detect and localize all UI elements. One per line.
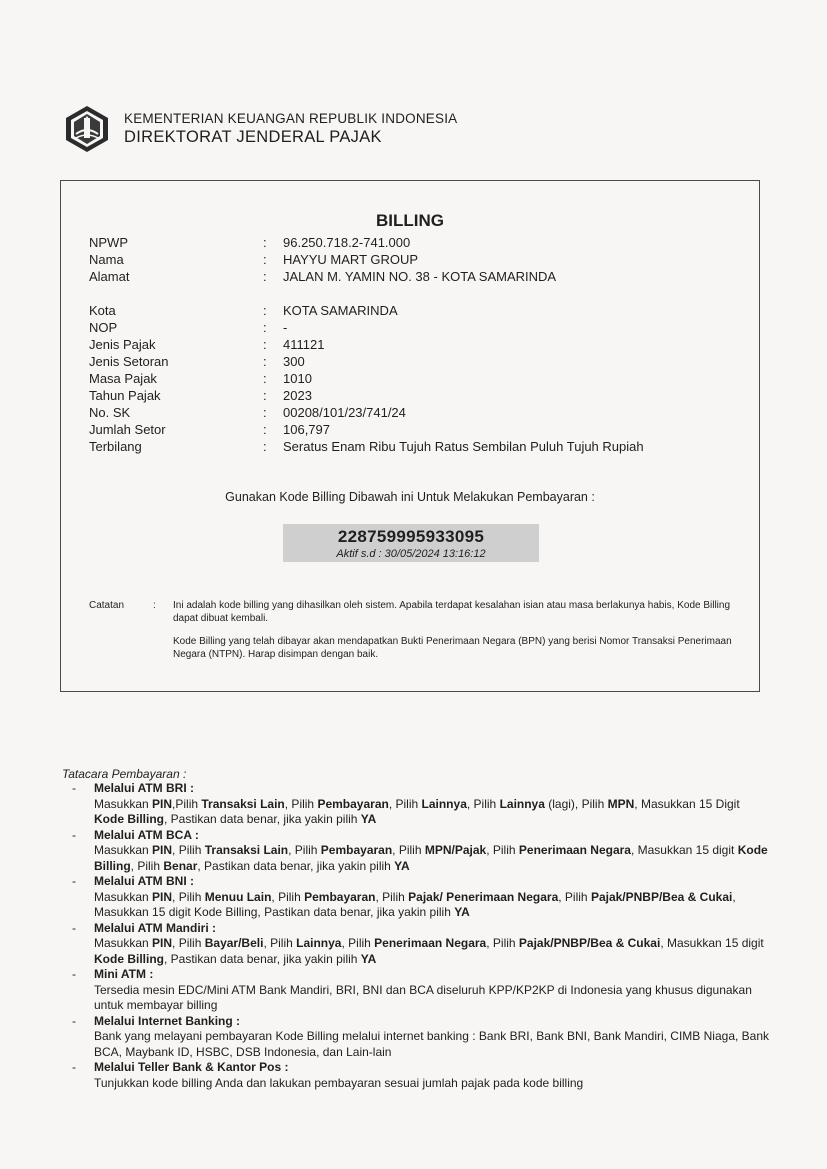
field-value: 2023 [283, 388, 312, 403]
bullet-dash: - [72, 1013, 76, 1028]
bullet-dash: - [72, 920, 76, 935]
field-alamat [89, 268, 644, 285]
ministry-emblem-icon [62, 104, 112, 154]
method-title: Melalui ATM BRI : [94, 781, 194, 795]
field-label: Jenis Pajak [89, 337, 156, 352]
field-jenis-pajak [89, 336, 644, 353]
field-separator: : [263, 405, 267, 420]
list-item [72, 921, 772, 968]
method-title: Melalui Internet Banking : [94, 1013, 241, 1028]
field-separator: : [263, 439, 267, 454]
notes-separator: : [153, 600, 156, 611]
field-npwp [89, 234, 644, 251]
field-label: Tahun Pajak [89, 388, 161, 403]
method-desc: Masukkan PIN, Pilih Menuu Lain, Pilih Pembayaran, Pilih Pajak/ Penerimaan Negara, Pilih Pajak/PNBP/Bea & Cukai, Masukkan 15 digit Kode Billing, Pastikan data benar, jika yakin pilih YA [94, 889, 736, 919]
field-label: Nama [89, 252, 124, 267]
list-item [72, 828, 772, 875]
method-title: Melalui Teller Bank & Kantor Pos : [94, 1060, 289, 1074]
field-separator: : [263, 235, 267, 250]
field-separator: : [263, 252, 267, 267]
field-value: 106,797 [283, 422, 330, 437]
field-separator: : [263, 303, 267, 318]
field-value: 96.250.718.2-741.000 [283, 235, 411, 250]
ministry-name: KEMENTERIAN KEUANGAN REPUBLIK INDONESIA [124, 111, 458, 126]
field-masa-pajak [89, 370, 644, 387]
field-label: No. SK [89, 405, 131, 420]
method-desc: Masukkan PIN, Pilih Transaksi Lain, Pilih Pembayaran, Pilih MPN/Pajak, Pilih Penerimaan Negara, Masukkan 15 digit Kode Billing, Pilih Benar, Pastikan data benar, jika yakin pilih YA [94, 843, 768, 873]
notes-section [89, 599, 733, 661]
field-separator: : [263, 388, 267, 403]
field-value: - [283, 320, 288, 335]
bullet-dash: - [72, 1060, 76, 1074]
field-value: JALAN M. YAMIN NO. 38 - KOTA SAMARINDA [283, 269, 557, 284]
field-tahun-pajak [89, 387, 644, 404]
field-label: NOP [89, 320, 118, 335]
bullet-dash: - [72, 781, 76, 795]
billing-title: BILLING [376, 211, 444, 230]
field-nop [89, 319, 644, 336]
field-no-sk [89, 404, 644, 421]
payment-heading: Tatacara Pembayaran : [62, 767, 187, 781]
field-value: KOTA SAMARINDA [283, 303, 398, 318]
field-terbilang [89, 438, 644, 455]
field-jenis-setoran [89, 353, 644, 370]
list-item [72, 1014, 772, 1061]
directorate-name: DIREKTORAT JENDERAL PAJAK [124, 128, 382, 146]
method-desc: Tersedia mesin EDC/Mini ATM Bank Mandiri, BRI, BNI dan BCA diseluruh KPP/KP2KP di Indonesia yang khusus digunakan untuk membayar billing [94, 982, 752, 1012]
field-separator: : [263, 320, 267, 335]
method-desc: Tunjukkan kode billing Anda dan lakukan pembayaran sesuai jumlah pajak pada kode billing [94, 1075, 584, 1090]
field-separator: : [263, 371, 267, 386]
field-label: Jenis Setoran [89, 354, 169, 369]
list-item [72, 874, 772, 921]
field-label: Jumlah Setor [89, 422, 166, 437]
field-value: 1010 [283, 371, 312, 386]
notes-paragraph-2: Kode Billing yang telah dibayar akan mendapatkan Bukti Penerimaan Negara (BPN) yang berisi Nomor Transaksi Penerimaan Negara (NTPN). Harap disimpan dengan baik. [173, 636, 732, 660]
field-separator: : [263, 354, 267, 369]
list-item [72, 1060, 772, 1091]
method-title: Melalui ATM BCA : [94, 827, 199, 842]
bullet-dash: - [72, 827, 76, 842]
field-separator: : [263, 337, 267, 352]
method-desc: Masukkan PIN,Pilih Transaksi Lain, Pilih Pembayaran, Pilih Lainnya, Pilih Lainnya (lagi), Pilih MPN, Masukkan 15 Digit Kode Billing, Pastikan data benar, jika yakin pilih YA [94, 796, 740, 826]
method-title: Mini ATM : [94, 967, 154, 981]
field-value: Seratus Enam Ribu Tujuh Ratus Sembilan Puluh Tujuh Rupiah [283, 439, 644, 454]
field-value: 411121 [283, 337, 325, 352]
field-label: Alamat [89, 269, 130, 284]
billing-code-box [283, 524, 539, 562]
billing-active-until: Aktif s.d : 30/05/2024 13:16:12 [336, 548, 486, 560]
field-label: NPWP [89, 235, 128, 250]
method-desc: Masukkan PIN, Pilih Bayar/Beli, Pilih Lainnya, Pilih Penerimaan Negara, Pilih Pajak/PNBP/Bea & Cukai, Masukkan 15 digit Kode Billing, Pastikan data benar, jika yakin pilih YA [94, 936, 764, 966]
field-separator: : [263, 269, 267, 284]
billing-code: 228759995933095 [337, 527, 485, 546]
field-label: Masa Pajak [89, 371, 157, 386]
bullet-dash: - [72, 967, 76, 981]
payment-instruction: Gunakan Kode Billing Dibawah ini Untuk Melakukan Pembayaran : [225, 490, 595, 504]
field-value: HAYYU MART GROUP [283, 252, 419, 267]
payment-methods-list [72, 781, 772, 1091]
field-value: 300 [283, 354, 305, 369]
billing-fields [89, 234, 644, 455]
field-nama [89, 251, 644, 268]
list-item [72, 967, 772, 1014]
list-item [72, 781, 772, 828]
billing-box [60, 180, 760, 692]
method-title: Melalui ATM BNI : [94, 874, 194, 888]
field-label: Kota [89, 303, 116, 318]
method-desc: Bank yang melayani pembayaran Kode Billing melalui internet banking : Bank BRI, Bank BNI, Bank Mandiri, CIMB Niaga, Bank BCA, Maybank ID, HSBC, DSB Indonesia, dan Lain-lain [94, 1029, 770, 1059]
notes-paragraph-1: Ini adalah kode billing yang dihasilkan oleh sistem. Apabila terdapat kesalahan isian atau masa berlakunya habis, Kode Billing dapat dibuat kembali. [173, 600, 731, 624]
notes-label: Catatan [89, 600, 125, 611]
field-separator: : [263, 422, 267, 437]
field-label: Terbilang [89, 439, 142, 454]
document-header [62, 104, 457, 154]
method-title: Melalui ATM Mandiri : [94, 920, 216, 935]
field-value: 00208/101/23/741/24 [283, 405, 406, 420]
bullet-dash: - [72, 874, 76, 888]
field-jumlah-setor [89, 421, 644, 438]
field-kota [89, 302, 644, 319]
